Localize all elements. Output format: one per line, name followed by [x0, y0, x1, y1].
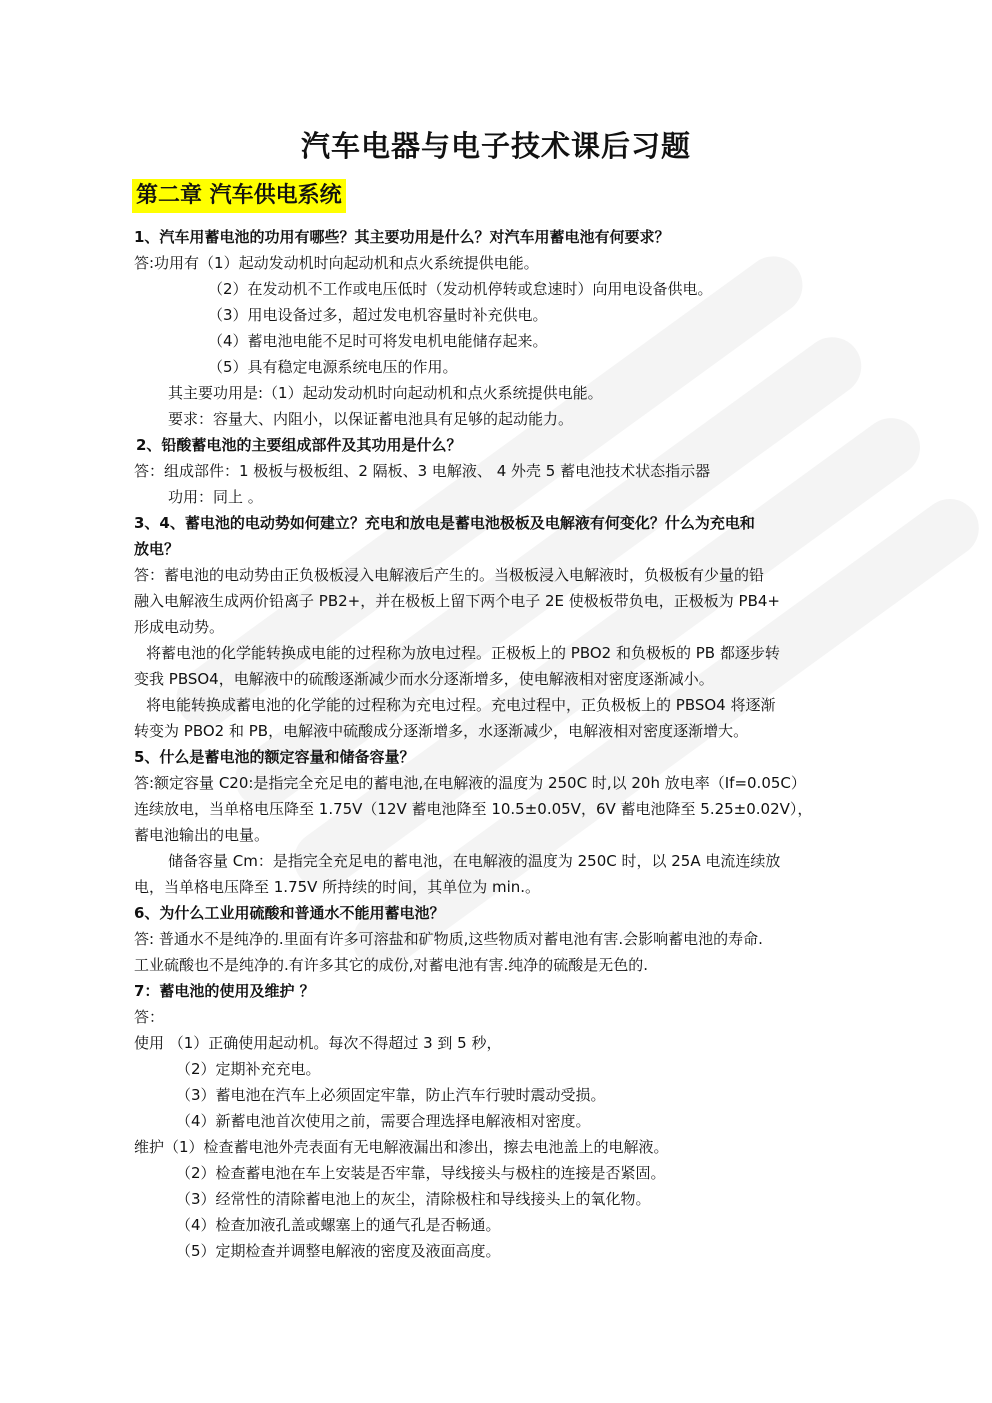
answer-line: （2）检查蓄电池在车上安装是否牢靠，导线接头与极柱的连接是否紧固。 [176, 1164, 666, 1182]
answer-line: （4）检查加液孔盖或螺塞上的通气孔是否畅通。 [176, 1216, 501, 1234]
answer-line: 答:额定容量 C20:是指完全充足电的蓄电池,在电解液的温度为 250C 时,以 20h 放电率（If=0.05C） [134, 774, 806, 792]
chapter-heading: 第二章 汽车供电系统 [132, 179, 346, 213]
answer-line: 工业硫酸也不是纯净的.有许多其它的成份,对蓄电池有害.纯净的硫酸是无色的. [134, 956, 649, 974]
answer-line: 答: 普通水不是纯净的.里面有许多可溶盐和矿物质,这些物质对蓄电池有害.会影响蓄电池的寿命. [134, 930, 763, 948]
answer-line: 连续放电，当单格电压降至 1.75V（12V 蓄电池降至 10.5±0.05V，6V 蓄电池降至 5.25±0.02V）， [134, 800, 813, 818]
answer-line: 将蓄电池的化学能转换成电能的过程称为放电过程。正极板上的 PBO2 和负极板的 PB 都逐步转 [146, 644, 780, 662]
question-1: 1、汽车用蓄电池的功用有哪些？其主要功用是什么？对汽车用蓄电池有何要求？ [134, 228, 670, 246]
question-2: 2、铅酸蓄电池的主要组成部件及其功用是什么？ [136, 436, 462, 454]
answer-line: 电，当单格电压降至 1.75V 所持续的时间，其单位为 min.。 [134, 878, 541, 896]
answer-line: 答：组成部件：1 极板与极板组、2 隔板、3 电解液、 4 外壳 5 蓄电池技术状态指示器 [134, 462, 711, 480]
answer-line: （3）用电设备过多，超过发电机容量时补充供电。 [208, 306, 548, 324]
question-3-cont: 放电？ [134, 540, 180, 558]
answer-line: 使用 （1）正确使用起动机。每次不得超过 3 到 5 秒， [134, 1034, 502, 1052]
answer-line: （3）经常性的清除蓄电池上的灰尘，清除极柱和导线接头上的氧化物。 [176, 1190, 651, 1208]
answer-line: 将电能转换成蓄电池的化学能的过程称为充电过程。充电过程中，正负极板上的 PBSO4 将逐渐 [146, 696, 776, 714]
question-3: 3、4、蓄电池的电动势如何建立？充电和放电是蓄电池极板及电解液有何变化？什么为充电和 [134, 514, 755, 532]
answer-line: （5）具有稳定电源系统电压的作用。 [208, 358, 458, 376]
answer-line: 形成电动势。 [134, 618, 225, 636]
answer-line: 功用：同上 。 [168, 488, 263, 506]
question-5: 5、什么是蓄电池的额定容量和储备容量？ [134, 748, 415, 766]
answer-line: 要求：容量大、内阻小，以保证蓄电池具有足够的起动能力。 [168, 410, 574, 428]
answer-line: （5）定期检查并调整电解液的密度及液面高度。 [176, 1242, 501, 1260]
answer-line: 转变为 PBO2 和 PB，电解液中硫酸成分逐渐增多，水逐渐减少，电解液相对密度逐渐增大。 [134, 722, 749, 740]
answer-line: （2）在发动机不工作或电压低时（发动机停转或怠速时）向用电设备供电。 [208, 280, 713, 298]
answer-line: （4）新蓄电池首次使用之前，需要合理选择电解液相对密度。 [176, 1112, 591, 1130]
document-title: 汽车电器与电子技术课后习题 [300, 129, 691, 163]
answer-line: 储备容量 Cm：是指完全充足电的蓄电池，在电解液的温度为 250C 时，以 25A 电流连续放 [168, 852, 781, 870]
answer-line: （2）定期补充充电。 [176, 1060, 321, 1078]
answer-line: 答：蓄电池的电动势由正负极板浸入电解液后产生的。当极板浸入电解液时，负极板有少量的铅 [134, 566, 765, 584]
answer-line: 融入电解液生成两价铅离子 PB2+，并在极板上留下两个电子 2E 使极板带负电，正极板为 PB4+ [134, 592, 780, 610]
question-6: 6、为什么工业用硫酸和普通水不能用蓄电池？ [134, 904, 445, 922]
answer-line: 答:功用有（1）起动发动机时向起动机和点火系统提供电能。 [134, 254, 539, 272]
answer-line: 变我 PBSO4，电解液中的硫酸逐渐减少而水分逐渐增多，使电解液相对密度逐渐减小。 [134, 670, 714, 688]
question-7: 7：蓄电池的使用及维护 ？ [134, 982, 315, 1000]
answer-line: （4）蓄电池电能不足时可将发电机电能储存起来。 [208, 332, 548, 350]
answer-line: 维护（1）检查蓄电池外壳表面有无电解液漏出和渗出，擦去电池盖上的电解液。 [134, 1138, 669, 1156]
answer-line: 蓄电池输出的电量。 [134, 826, 270, 844]
answer-line: 答： [134, 1008, 165, 1026]
answer-line: 其主要功用是:（1）起动发动机时向起动机和点火系统提供电能。 [168, 384, 603, 402]
answer-line: （3）蓄电池在汽车上必须固定牢靠，防止汽车行驶时震动受损。 [176, 1086, 606, 1104]
